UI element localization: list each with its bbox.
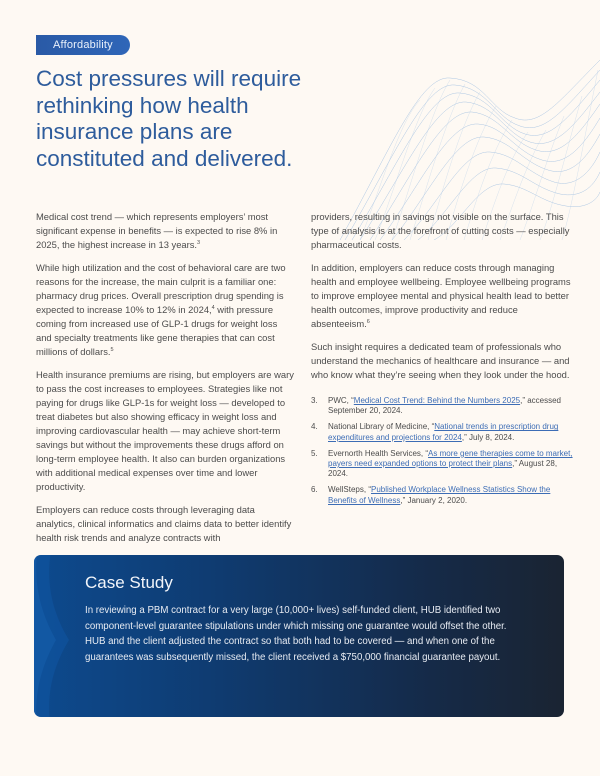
paragraph: Health insurance premiums are rising, but employers are wary to pass the cost increases to employees. Strategies like not paying for drugs like GLP-1s for weight loss — developed to treat diabetes but also showing efficacy in weight loss and improving cardiovascular health — may achieve short-term savings but without the improvements these drugs afford on long-term employee health. It also can burden organizations with additional medical expenses over time and lower productivity. [36,369,294,492]
footnote-ref[interactable]: 4 [211,305,215,311]
reference-link[interactable]: National trends in prescription drug expenditures and projections for 2024 [328,422,559,442]
reference-number: 5. [311,448,318,458]
paragraph [311,261,573,331]
footnote-ref[interactable]: 5 [110,347,114,353]
paragraph: Such insight requires a dedicated team of professionals who understand the mechanics of healthcare and insurance — and who know what they’re seeing when they look under the hood. [311,341,570,380]
reference-source: WellSteps, “ [328,485,371,495]
case-study-box [34,555,564,717]
paragraph-text: with pressure coming from increased use of GLP-1 drugs for weight loss and specialty treatments like gene therapies that can cost millions of dollars. [36,304,278,357]
reference-date: ,” accessed September 20, 2024. [328,396,561,416]
paragraph [36,210,294,252]
category-badge: Affordability [36,35,130,55]
reference-item [311,485,573,505]
reference-link[interactable]: Medical Cost Trend: Behind the Numbers 2025 [353,396,521,405]
footnote-ref[interactable]: 3 [197,240,201,246]
reference-source: PWC, “ [328,396,354,405]
reference-item [311,449,573,480]
reference-item [311,396,573,416]
chevron-decoration-icon [34,555,84,717]
reference-date: ,” August 28, 2024. [328,459,558,479]
case-study-title: Case Study [85,573,173,592]
reference-date: ,” July 8, 2024. [461,432,515,442]
reference-source: Evernorth Health Services, “ [328,448,429,458]
paragraph [36,261,294,359]
reference-number: 3. [311,396,318,405]
paragraph: Employers can reduce costs through leveraging data analytics, clinical informatics and claims data to better identify health risk trends and analyze contracts with [36,504,292,543]
left-column [36,210,294,554]
references-list [311,396,573,506]
footnote-ref[interactable]: 6 [366,319,370,325]
reference-number: 4. [311,422,318,432]
right-column [311,210,573,512]
reference-item [311,422,573,442]
paragraph-text: While high utilization and the cost of behavioral care are two reasons for the increase, the main culprit is a familiar one: pharmacy drug prices. Overall prescription drug spending is expected to increase 10% to 12% in 2024, [36,262,286,315]
case-study-body: In reviewing a PBM contract for a very large (10,000+ lives) self-funded client, HUB identified two component-level guarantee stipulations under which missing one guarantee would offset the other. HUB and the client adjusted the contract so that both had to be covered — and when one of the guarantees was subsequently missed, the client received a $750,000 financial guarantee payout. [85,605,507,664]
reference-link[interactable]: As more gene therapies come to market, payers need expanded options to protect their plans [328,448,573,469]
reference-number: 6. [311,485,318,495]
reference-date: ,” January 2, 2020. [400,495,468,505]
reference-link[interactable]: Published Workplace Wellness Statistics Show the Benefits of Wellness [328,485,551,505]
paragraph-text: Medical cost trend — which represents employers’ most significant expense in benefits — is expected to rise 8% in 2025, the highest increase in 13 years. [36,211,278,250]
reference-source: National Library of Medicine, “ [328,422,435,432]
paragraph-text: In addition, employers can reduce costs through managing health and employee wellbeing. Employee wellbeing programs to improve employee mental and physical health lead to better health outcomes, improve productivity and reduce absenteeism. [311,262,571,329]
paragraph: providers, resulting in savings not visible on the surface. This type of analysis is at the forefront of cutting costs — especially pharmaceutical costs. [311,211,570,250]
page-title: Cost pressures will require rethinking how health insurance plans are constituted and delivered. [36,66,302,171]
